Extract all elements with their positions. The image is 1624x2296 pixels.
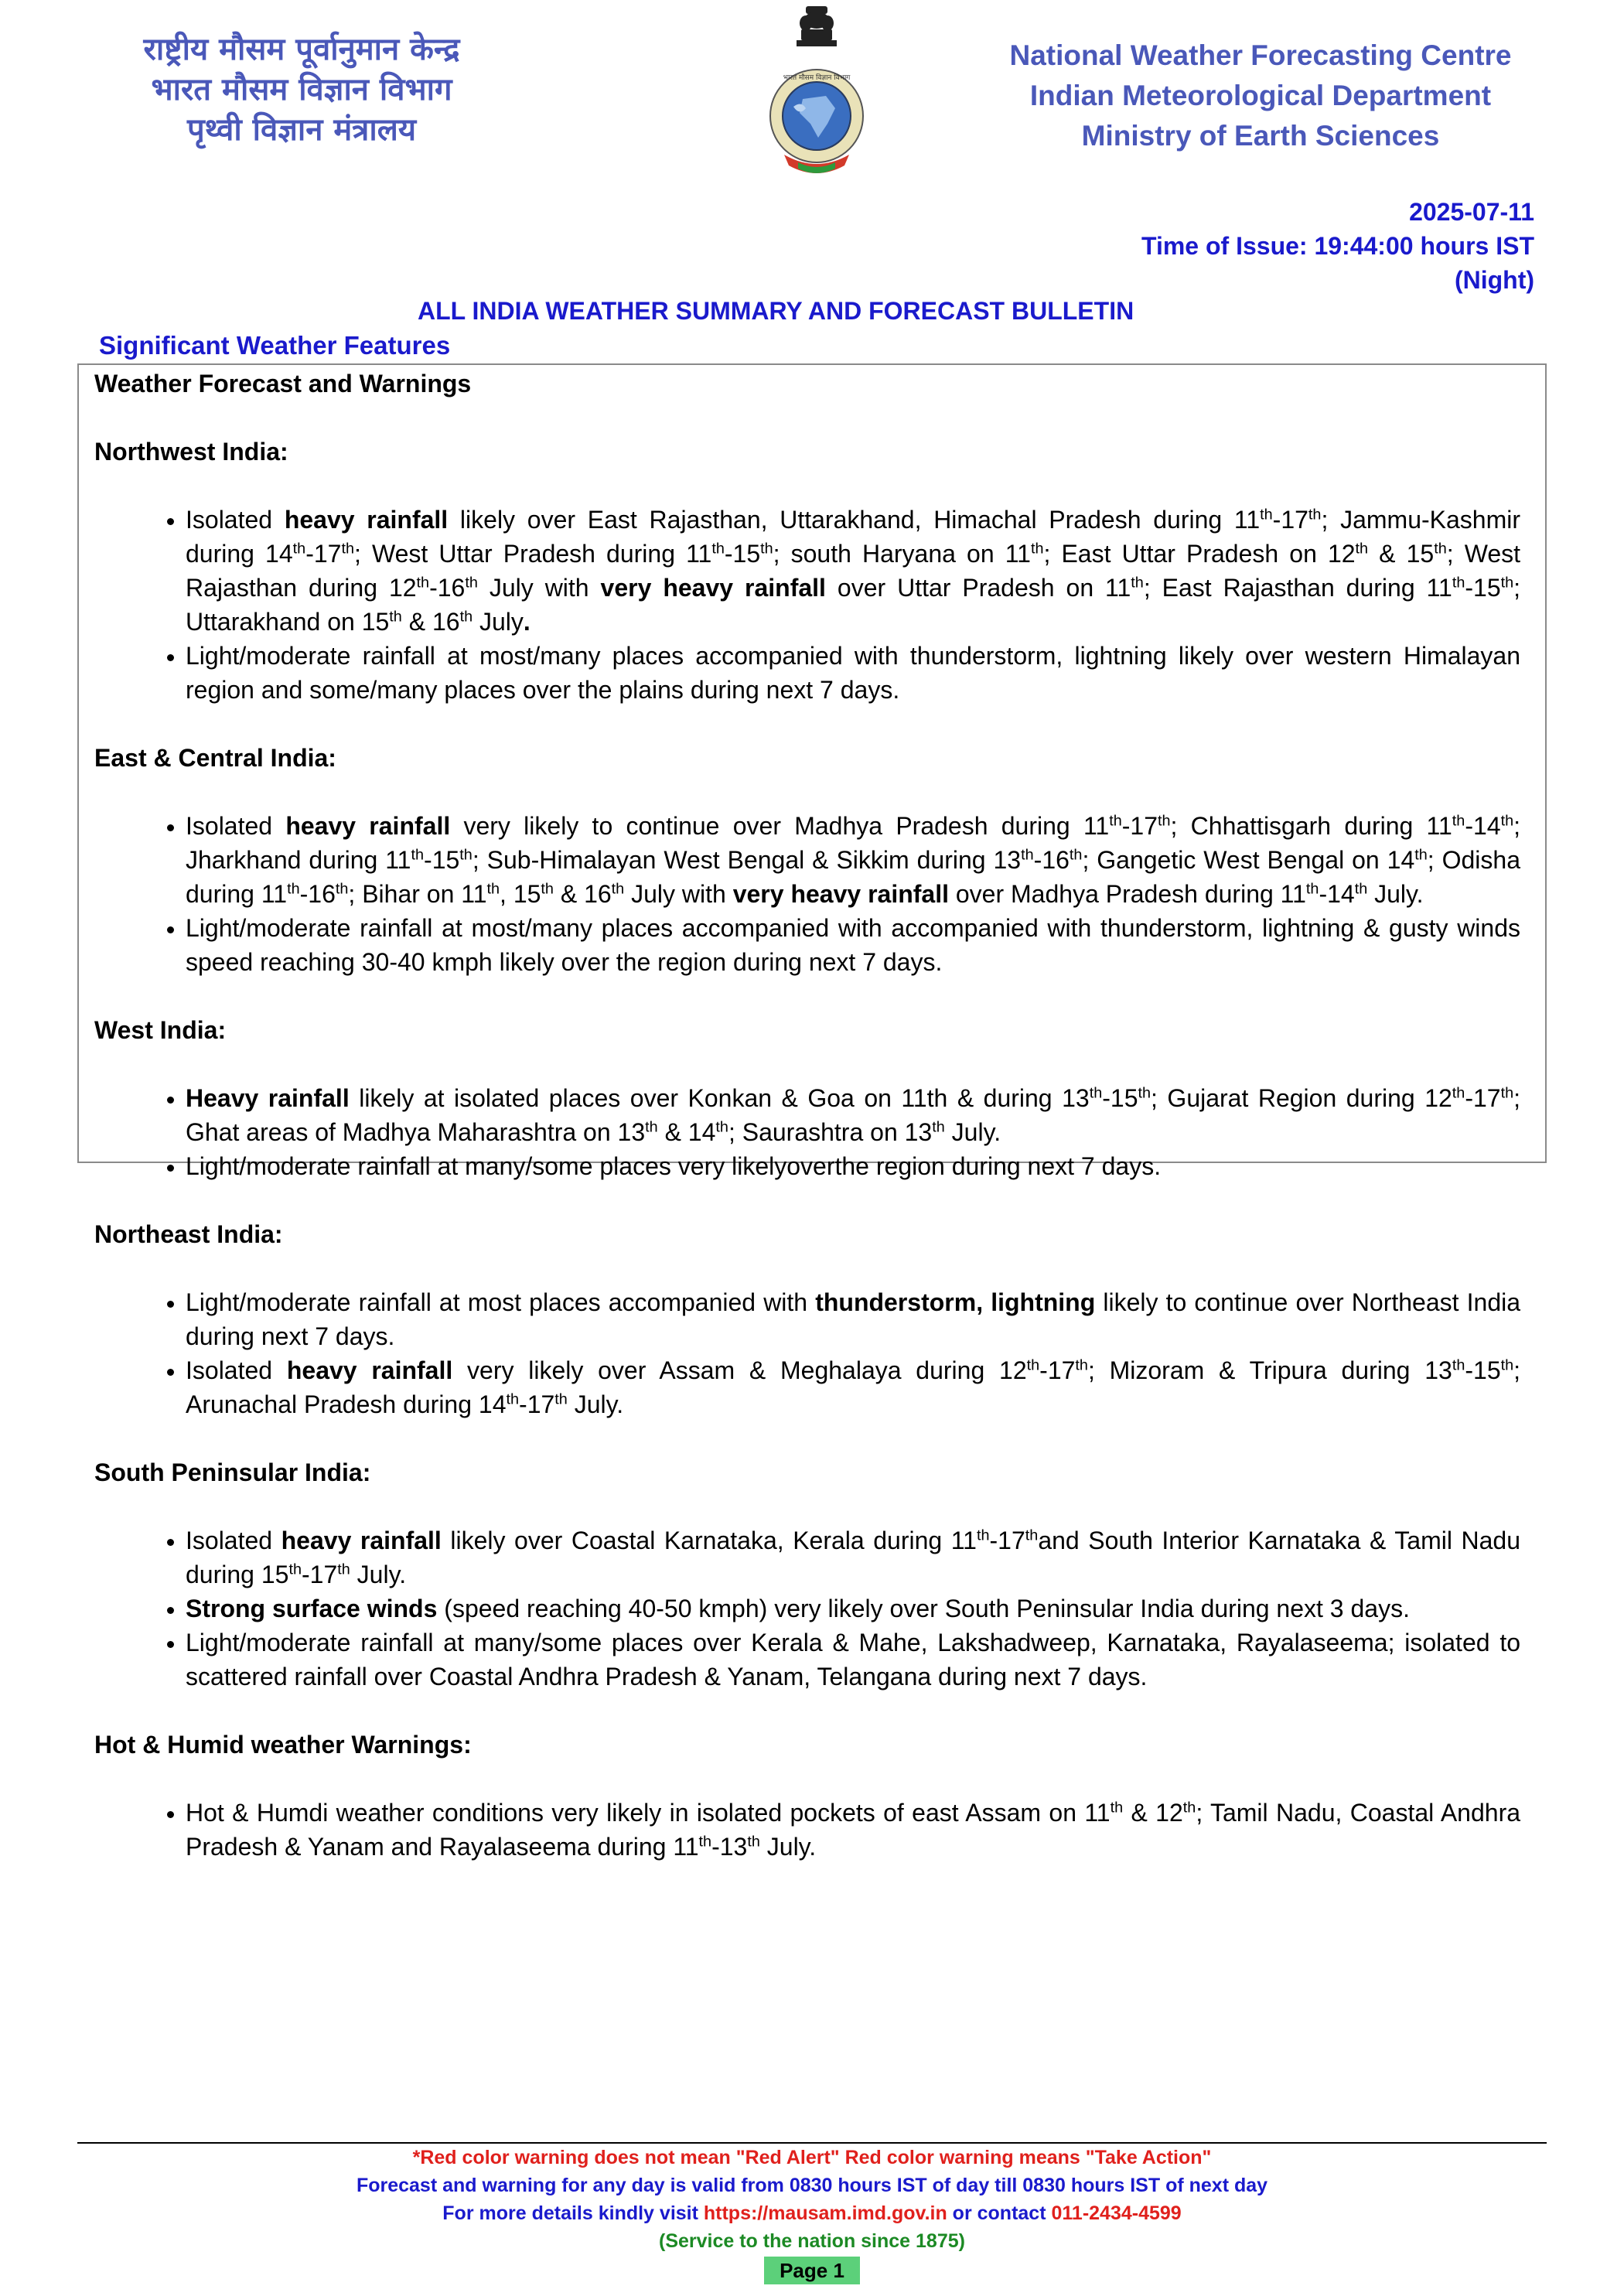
ordinal-suffix: th xyxy=(411,846,425,864)
ordinal-suffix: th xyxy=(554,1390,568,1408)
region-section xyxy=(94,1217,1520,1421)
forecast-bullet xyxy=(186,1796,1520,1864)
bullet-text: -15 xyxy=(1465,574,1501,602)
forecast-bullet xyxy=(186,639,1520,707)
bullet-text: -15 xyxy=(1102,1084,1138,1112)
bullet-text: & 15 xyxy=(1368,540,1435,568)
english-header-line: Indian Meteorological Department xyxy=(1029,80,1492,111)
region-title: West India: xyxy=(94,1016,227,1044)
bullet-text: & 16 xyxy=(401,608,460,636)
forecast-box xyxy=(77,363,1547,1861)
bullet-text: -17 xyxy=(519,1390,555,1418)
footer-website-link[interactable]: https://mausam.imd.gov.in xyxy=(703,2202,947,2224)
bullet-text: -17 xyxy=(301,1561,338,1588)
bullet-text: -17 xyxy=(1272,506,1308,534)
bullet-text: ; Odisha during 11 xyxy=(186,846,1521,908)
bold-warning-text: Strong surface winds xyxy=(186,1595,438,1622)
bullet-text: July with xyxy=(624,880,733,908)
ordinal-suffix: th xyxy=(506,1390,520,1408)
region-section xyxy=(94,1728,1520,1864)
ordinal-suffix: th xyxy=(1089,1084,1103,1102)
bullet-text: & 16 xyxy=(553,880,612,908)
bullet-text: July. xyxy=(567,1390,624,1418)
regions-list xyxy=(94,435,1520,1864)
bullet-text: and South Interior Karnataka & Tamil Nadu during 15 xyxy=(186,1527,1521,1588)
bullet-text: very likely to continue over Madhya Pradesh during 11 xyxy=(450,812,1110,840)
bullet-text: July xyxy=(473,608,524,636)
hindi-header-line: पृथ्वी विज्ञान मंत्रालय xyxy=(186,112,417,148)
region-section xyxy=(94,435,1520,707)
bulletin-title: ALL INDIA WEATHER SUMMARY AND FORECAST BULLETIN xyxy=(418,297,1134,325)
issue-date: 2025-07-11 xyxy=(1409,198,1534,226)
ordinal-suffix: th xyxy=(337,1561,350,1578)
region-bullet-list xyxy=(94,503,1520,707)
region-title: Northeast India: xyxy=(94,1220,283,1248)
bullet-text: -16 xyxy=(429,574,466,602)
ordinal-suffix: th xyxy=(292,540,306,558)
bullet-text: July. xyxy=(944,1118,1001,1146)
ordinal-suffix: th xyxy=(416,574,430,592)
bullet-text: -15 xyxy=(424,846,460,874)
ordinal-suffix: th xyxy=(1452,1356,1465,1374)
bullet-text: Light/moderate rainfall at most/many places accompanied with accompanied with thunderstorm, lightning & gusty winds speed reaching 30-40 kmph likely over the region during next 7 days. xyxy=(186,914,1520,976)
bullet-text: -17 xyxy=(1039,1356,1076,1384)
bullet-text: likely over East Rajasthan, Uttarakhand, Himachal Pradesh during 11 xyxy=(448,506,1261,534)
bullet-text: July. xyxy=(1367,880,1424,908)
bullet-text: over Uttar Pradesh on 11 xyxy=(825,574,1131,602)
english-header-line: Ministry of Earth Sciences xyxy=(1081,120,1440,152)
forecast-bullet xyxy=(186,809,1520,911)
region-section xyxy=(94,741,1520,979)
ordinal-suffix: th xyxy=(1500,1356,1514,1374)
bullet-text: Hot & Humdi weather conditions very likely in isolated pockets of east Assam on 11 xyxy=(186,1799,1111,1827)
ordinal-suffix: th xyxy=(1414,846,1428,864)
region-bullet-list xyxy=(94,1523,1520,1694)
ordinal-suffix: th xyxy=(1021,846,1034,864)
ordinal-suffix: th xyxy=(1500,812,1514,830)
ordinal-suffix: th xyxy=(287,880,300,898)
forecast-box-title: Weather Forecast and Warnings xyxy=(94,370,472,397)
ordinal-suffix: th xyxy=(1075,1356,1088,1374)
region-title: South Peninsular India: xyxy=(94,1458,371,1486)
ordinal-suffix: th xyxy=(1434,540,1447,558)
ordinal-suffix: th xyxy=(1109,812,1122,830)
bullet-text: ; Saurashtra on 13 xyxy=(728,1118,933,1146)
region-bullet-list xyxy=(94,1796,1520,1864)
ordinal-suffix: th xyxy=(1030,540,1044,558)
ordinal-suffix: th xyxy=(1110,1799,1124,1817)
region-bullet-list xyxy=(94,809,1520,979)
english-header xyxy=(967,36,1554,156)
footer xyxy=(77,2144,1547,2285)
ordinal-suffix: th xyxy=(541,880,554,898)
ordinal-suffix: th xyxy=(288,1561,302,1578)
footer-red-warning-note: *Red color warning does not mean "Red Alert" Red color warning means "Take Action" xyxy=(412,2147,1212,2168)
forecast-bullet xyxy=(186,1081,1520,1149)
bullet-text: -16 xyxy=(299,880,336,908)
footer-contact-prefix: For more details kindly visit xyxy=(442,2202,704,2224)
bullet-text: & 14 xyxy=(657,1118,716,1146)
hindi-header-line: भारत मौसम विज्ञान विभाग xyxy=(151,72,452,107)
bullet-text: over Madhya Pradesh during 11 xyxy=(948,880,1306,908)
footer-validity-note: Forecast and warning for any day is valid from 0830 hours IST of day till 0830 hours IST of next day xyxy=(356,2175,1268,2196)
hindi-header-line: राष्ट्रीय मौसम पूर्वानुमान केन्द्र xyxy=(143,32,460,67)
forecast-box-content xyxy=(94,367,1520,1898)
bullet-text: , 15 xyxy=(500,880,541,908)
ordinal-suffix: th xyxy=(389,608,402,626)
ordinal-suffix: th xyxy=(715,1118,728,1136)
ordinal-suffix: th xyxy=(1355,540,1369,558)
ordinal-suffix: th xyxy=(1452,812,1465,830)
significant-features-title: Significant Weather Features xyxy=(99,331,451,360)
forecast-bullet xyxy=(186,503,1520,639)
bullet-text: ; Uttarakhand on 15 xyxy=(186,574,1521,636)
bullet-text: ; Tamil Nadu, Coastal Andhra Pradesh & Yanam and Rayalaseema during 11 xyxy=(186,1799,1521,1861)
ordinal-suffix: th xyxy=(698,1833,712,1851)
bullet-text: -14 xyxy=(1465,812,1501,840)
bullet-text: ; Jammu-Kashmir during 14 xyxy=(186,506,1521,568)
region-title: Hot & Humid weather Warnings: xyxy=(94,1731,472,1759)
ordinal-suffix: th xyxy=(1026,1356,1040,1374)
region-section xyxy=(94,1455,1520,1694)
bullet-text: likely at isolated places over Konkan & Goa on 11th & during 13 xyxy=(349,1084,1090,1112)
ordinal-suffix: th xyxy=(1131,574,1144,592)
bold-warning-text: heavy rainfall xyxy=(286,1356,453,1384)
bullet-text: ; Ghat areas of Madhya Maharashtra on 13 xyxy=(186,1084,1521,1146)
forecast-bullet xyxy=(186,911,1520,979)
ordinal-suffix: th xyxy=(932,1118,945,1136)
bullet-text: likely over Coastal Karnataka, Kerala during 11 xyxy=(441,1527,977,1554)
ordinal-suffix: th xyxy=(711,540,725,558)
bullet-text: -16 xyxy=(1033,846,1070,874)
ordinal-suffix: th xyxy=(976,1527,990,1544)
footer-service-note: (Service to the nation since 1875) xyxy=(659,2230,965,2252)
issue-time: Time of Issue: 19:44:00 hours IST xyxy=(1141,232,1534,260)
bullet-text: ; East Rajasthan during 11 xyxy=(1143,574,1452,602)
ordinal-suffix: th xyxy=(1452,1084,1465,1102)
bullet-text: ; West Rajasthan during 12 xyxy=(186,540,1521,602)
ordinal-suffix: th xyxy=(645,1118,658,1136)
bullet-text: -17 xyxy=(1121,812,1158,840)
bullet-text: -17 xyxy=(989,1527,1025,1554)
bullet-text: ; Jharkhand during 11 xyxy=(186,812,1521,874)
ordinal-suffix: th xyxy=(341,540,354,558)
bullet-text: & 12 xyxy=(1123,1799,1183,1827)
forecast-bullet xyxy=(186,1626,1520,1694)
forecast-bullet xyxy=(186,1149,1520,1183)
forecast-bullet xyxy=(186,1523,1520,1592)
bullet-text: ; Sub-Himalayan West Bengal & Sikkim during 13 xyxy=(472,846,1022,874)
ordinal-suffix: th xyxy=(1500,574,1514,592)
bullet-text: Isolated xyxy=(186,506,285,534)
imd-emblem-logo xyxy=(755,0,879,186)
bold-warning-text: very heavy rainfall xyxy=(732,880,949,908)
bold-warning-text: Heavy rainfall xyxy=(186,1084,350,1112)
bullet-text: -15 xyxy=(1465,1356,1501,1384)
bullet-text: Light/moderate rainfall at many/some places very likelyoverthe region during next 7 days. xyxy=(186,1152,1162,1180)
forecast-bullet xyxy=(186,1285,1520,1353)
ordinal-suffix: th xyxy=(1182,1799,1196,1817)
bullet-text: July. xyxy=(350,1561,407,1588)
bullet-text: ; West Uttar Pradesh during 11 xyxy=(353,540,712,568)
forecast-bullet xyxy=(186,1592,1520,1626)
bullet-text: ; Chhattisgarh during 11 xyxy=(1170,812,1452,840)
ordinal-suffix: th xyxy=(1025,1527,1039,1544)
bullet-text: ; Gangetic West Bengal on 14 xyxy=(1082,846,1415,874)
ordinal-suffix: th xyxy=(1157,812,1171,830)
bullet-text: ; Mizoram & Tripura during 13 xyxy=(1087,1356,1452,1384)
ordinal-suffix: th xyxy=(1452,574,1465,592)
bullet-text: (speed reaching 40-50 kmph) very likely over South Peninsular India during next 3 days. xyxy=(437,1595,1410,1622)
ordinal-suffix: th xyxy=(465,574,478,592)
ordinal-suffix: th xyxy=(611,880,625,898)
bold-warning-text: heavy rainfall xyxy=(284,506,449,534)
bullet-text: -17 xyxy=(1465,1084,1501,1112)
ordinal-suffix: th xyxy=(486,880,500,898)
footer-contact-mid: or contact xyxy=(947,2202,1052,2224)
ordinal-suffix: th xyxy=(1354,880,1368,898)
region-section xyxy=(94,1013,1520,1183)
bold-warning-text: heavy rainfall xyxy=(281,1527,442,1554)
ordinal-suffix: th xyxy=(760,540,773,558)
bullet-text: -17 xyxy=(305,540,342,568)
page-number-badge: Page 1 xyxy=(764,2257,860,2284)
bullet-text: Isolated xyxy=(186,1527,281,1554)
bullet-text: -14 xyxy=(1319,880,1355,908)
bullet-text: very likely over Assam & Meghalaya during 12 xyxy=(452,1356,1027,1384)
bold-warning-text: very heavy rainfall xyxy=(600,574,826,602)
bullet-text: ; south Haryana on 11 xyxy=(773,540,1031,568)
bold-warning-text: thunderstorm, lightning xyxy=(815,1288,1096,1316)
ordinal-suffix: th xyxy=(1500,1084,1514,1102)
bullet-text: Isolated xyxy=(186,812,286,840)
bullet-text: likely to continue over Northeast India during next 7 days. xyxy=(186,1288,1521,1350)
bullet-text: ; Bihar on 11 xyxy=(348,880,487,908)
bold-warning-text: . xyxy=(523,608,531,636)
bullet-text: ; Arunachal Pradesh during 14 xyxy=(186,1356,1521,1418)
issue-period: (Night) xyxy=(1454,266,1534,294)
region-title: Northwest India: xyxy=(94,438,288,466)
english-header-line: National Weather Forecasting Centre xyxy=(1009,39,1512,71)
forecast-bullet xyxy=(186,1353,1520,1421)
bullet-text: Isolated xyxy=(186,1356,287,1384)
bullet-text: -15 xyxy=(724,540,761,568)
ordinal-suffix: th xyxy=(747,1833,760,1851)
region-title: East & Central India: xyxy=(94,744,336,772)
ordinal-suffix: th xyxy=(1138,1084,1151,1102)
bullet-text: -13 xyxy=(711,1833,748,1861)
ordinal-suffix: th xyxy=(335,880,349,898)
ordinal-suffix: th xyxy=(459,846,473,864)
bullet-text: Light/moderate rainfall at many/some places over Kerala & Mahe, Lakshadweep, Karnataka, Rayalaseema; isolated to scattered rainfall over Coastal Andhra Pradesh & Yanam, Telangana during next 7 days. xyxy=(186,1629,1520,1690)
ordinal-suffix: th xyxy=(1308,506,1322,524)
bullet-text: ; Gujarat Region during 12 xyxy=(1151,1084,1452,1112)
bullet-text: July. xyxy=(759,1833,817,1861)
ordinal-suffix: th xyxy=(459,608,473,626)
bullet-text: ; East Uttar Pradesh on 12 xyxy=(1043,540,1356,568)
bullet-text: July with xyxy=(477,574,601,602)
bold-warning-text: heavy rainfall xyxy=(285,812,451,840)
ordinal-suffix: th xyxy=(1305,880,1319,898)
region-bullet-list xyxy=(94,1081,1520,1183)
issue-info xyxy=(1141,195,1534,297)
bullet-text: Light/moderate rainfall at most places accompanied with xyxy=(186,1288,816,1316)
bullet-text: Light/moderate rainfall at most/many places accompanied with thunderstorm, lightning likely over western Himalayan region and some/many places over the plains during next 7 days. xyxy=(186,642,1520,704)
ordinal-suffix: th xyxy=(1260,506,1273,524)
ordinal-suffix: th xyxy=(1069,846,1083,864)
region-bullet-list xyxy=(94,1285,1520,1421)
footer-phone: 011-2434-4599 xyxy=(1051,2202,1182,2224)
emblem-label: भारत मौसम विज्ञान विभाग xyxy=(783,74,851,82)
footer-contact-line xyxy=(77,2199,1547,2227)
hindi-header xyxy=(85,29,518,150)
